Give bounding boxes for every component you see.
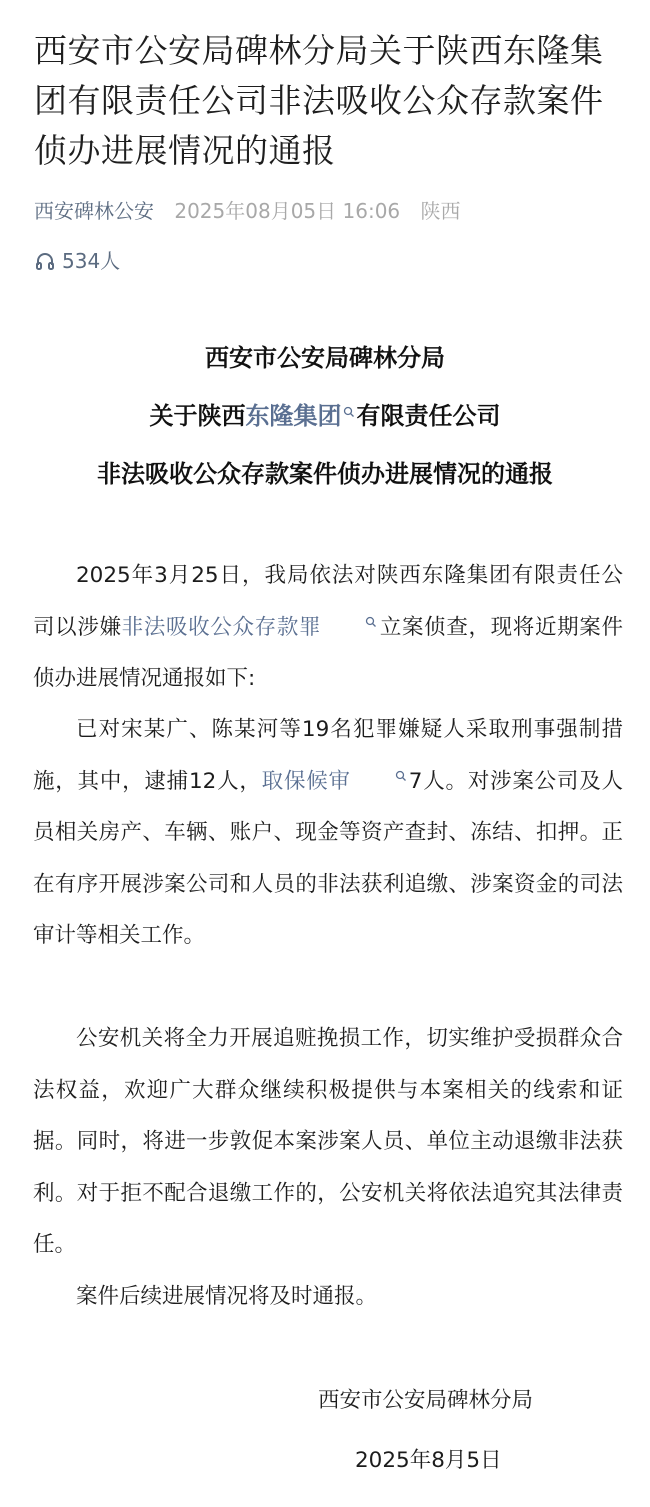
document-heading-line-1: 西安市公安局碑林分局 <box>205 344 445 372</box>
publish-region: 陕西 <box>420 199 461 223</box>
headphones-icon <box>34 250 56 272</box>
keyword-link-illegal-deposits[interactable]: 非法吸收公众存款罪 <box>121 614 322 640</box>
paragraph-3: 公安机关将全力开展追赃挽损工作，切实维护受损群众合法权益，欢迎广大群众继续积极提供与本案相关的线索和证据。同时，将进一步敦促本案涉案人员、单位主动退缴非法获利。对于拒不配合退缴工作的，公安机关将依法追究其法律责任。 <box>33 1026 623 1257</box>
heading-prefix: 关于陕西 <box>149 402 246 430</box>
paragraph-2-text-a: 已对宋某广、陈某河等19名犯罪嫌疑人采取刑事强制措施，其中，逮捕12人， <box>33 717 623 794</box>
listen-count: 534人 <box>62 249 121 273</box>
search-icon[interactable] <box>352 752 407 804</box>
paragraph-2 <box>33 704 623 962</box>
document-heading-line-3: 非法吸收公众存款案件侦办进展情况的通报 <box>97 460 553 488</box>
signature-organization: 西安市公安局碑林分局 <box>318 1388 534 1413</box>
paragraph-1-text-b: 立案侦查，现将近期案件侦办进展情况通报如下: <box>33 614 623 691</box>
search-icon[interactable] <box>343 394 355 430</box>
paragraph-1 <box>33 550 623 705</box>
source-account-link[interactable]: 西安碑林公安 <box>34 199 154 223</box>
paragraph-4: 案件后续进展情况将及时通报。 <box>76 1284 378 1309</box>
keyword-link-bail[interactable]: 取保候审 <box>261 768 351 794</box>
search-icon[interactable] <box>322 598 377 650</box>
heading-suffix: 有限责任公司 <box>356 402 501 430</box>
signature-date: 2025年8月5日 <box>355 1448 502 1473</box>
entity-link-donglong-group[interactable]: 东隆集团 <box>245 402 342 430</box>
article-title: 西安市公安局碑林分局关于陕西东隆集团有限责任公司非法吸收公众存款案件侦办进展情况的通报 <box>34 31 604 170</box>
paragraph-1-text-a: 2025年3月25日，我局依法对陕西东隆集团有限责任公司以涉嫌 <box>33 563 623 640</box>
listen-count-button[interactable] <box>34 246 120 276</box>
article-meta <box>34 196 461 226</box>
publish-datetime: 2025年08月05日 16:06 <box>174 199 401 223</box>
paragraph-2-text-b: 7人。对涉案公司及人员相关房产、车辆、账户、现金等资产查封、冻结、扣押。正在有序开展涉案公司和人员的非法获利追缴、涉案资金的司法审计等相关工作。 <box>33 768 623 948</box>
document-heading-line-2 <box>0 398 650 434</box>
